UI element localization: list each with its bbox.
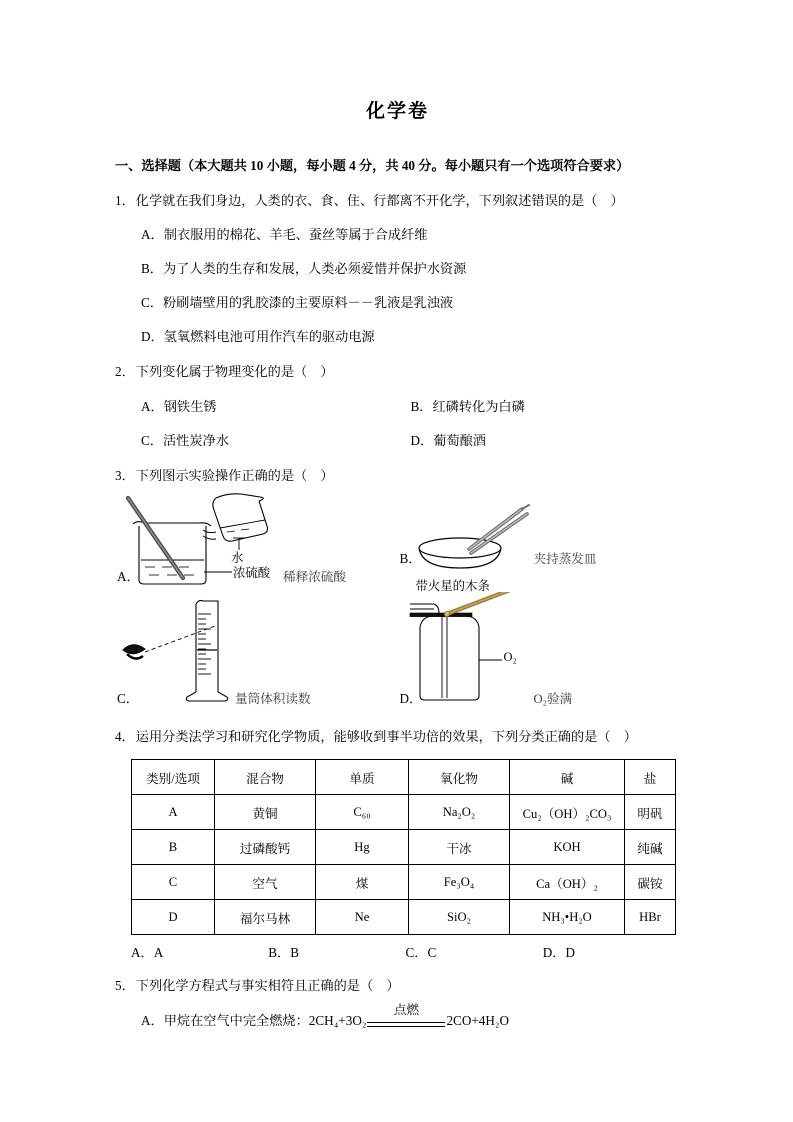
option-c-text: 活性炭净水 — [162, 432, 229, 448]
equation-right-side: 2CO+4H₂O — [446, 1013, 510, 1029]
question-4-option-a[interactable]: A．A — [131, 945, 164, 961]
option-c-label: C． — [141, 432, 163, 448]
table-cell-element: Ne — [316, 900, 409, 935]
table-cell-oxide: Fe₃O₄ — [409, 865, 510, 900]
question-2-option-b[interactable] — [411, 396, 681, 417]
figure-a-caption: 稀释浓硫酸 — [283, 569, 346, 584]
table-cell-option: D — [132, 900, 215, 935]
question-5-number: 5． — [115, 978, 135, 994]
question-3-option-a[interactable] — [115, 492, 398, 592]
figure-a-annotation-water: 水 — [231, 550, 244, 565]
figure-c-label: C． — [117, 690, 139, 706]
figure-row-2 — [115, 578, 680, 712]
table-cell-salt: 碳铵 — [625, 865, 676, 900]
table-header-element: 单质 — [316, 760, 409, 795]
table-header-mixture: 混合物 — [215, 760, 316, 795]
question-1-text: 化学就在我们身边，人类的衣、食、住、行都离不开化学，下列叙述错误的是（ — [135, 192, 598, 208]
question-3-figures — [115, 492, 680, 712]
question-4-stem — [115, 726, 680, 747]
figure-d-annotation-gas: O₂ — [503, 649, 517, 664]
option-c-text: 粉刷墙壁用的乳胶漆的主要原料－－乳液是乳浊液 — [162, 295, 454, 311]
question-2-option-c[interactable] — [141, 430, 411, 451]
question-5-close-paren: ） — [386, 978, 400, 994]
figure-a-label: A． — [117, 568, 140, 584]
question-1-option-c[interactable] — [115, 292, 680, 313]
classification-table-wrapper — [115, 759, 680, 935]
table-cell-salt: 明矾 — [625, 795, 676, 830]
table-header-base: 碱 — [510, 760, 625, 795]
question-2-stem — [115, 361, 680, 382]
question-1-number: 1． — [115, 192, 135, 208]
option-a-label: A． — [141, 398, 164, 414]
table-cell-oxide: SiO₂ — [409, 900, 510, 935]
table-cell-salt: 纯碱 — [625, 830, 676, 865]
question-5-text: 下列化学方程式与事实相符且正确的是（ — [135, 978, 374, 994]
table-cell-oxide: 干冰 — [409, 830, 510, 865]
question-4-option-d[interactable]: D．D — [542, 945, 575, 961]
question-3-close-paren: ） — [320, 467, 334, 483]
option-a-label: A． — [141, 226, 164, 242]
question-2-number: 2． — [115, 364, 135, 380]
eye-icon — [123, 645, 145, 659]
table-cell-option: B — [132, 830, 215, 865]
question-5-option-a[interactable] — [115, 1003, 680, 1031]
question-4-text: 运用分类法学习和研究化学物质，能够收到事半功倍的效果，下列分类正确的是（ — [135, 728, 611, 744]
table-header-oxide: 氧化物 — [409, 760, 510, 795]
option-b-text: 为了人类的生存和发展，人类必须爱惜并保护水资源 — [162, 261, 467, 277]
table-cell-base: Cu₂（OH）₂CO₃ — [510, 795, 625, 830]
option-d-text: 氢氧燃料电池可用作汽车的驱动电源 — [163, 329, 375, 345]
table-cell-option: A — [132, 795, 215, 830]
table-header-row — [132, 760, 676, 795]
question-4-option-c[interactable]: C．C — [405, 945, 437, 961]
table-cell-element: 煤 — [316, 865, 409, 900]
section-heading: 一、选择题（本大题共 10 小题，每小题 4 分，共 40 分。每小题只有一个选项符合要求） — [115, 158, 630, 173]
question-1-option-d[interactable] — [115, 326, 680, 347]
figure-d-annotation-splint: 带火星的木条 — [415, 578, 490, 593]
question-4-number: 4． — [115, 728, 135, 744]
question-2-close-paren: ） — [320, 364, 334, 380]
question-4-close-paren: ） — [623, 728, 637, 744]
question-3-number: 3． — [115, 467, 135, 483]
figure-d-caption: O₂验满 — [533, 691, 573, 706]
question-2-options-row-1 — [115, 396, 680, 417]
table-header-salt: 盐 — [625, 760, 676, 795]
question-2-options-row-2 — [115, 430, 680, 451]
question-3-option-d[interactable] — [398, 578, 681, 712]
reaction-condition-arrow-icon — [367, 1003, 445, 1028]
option-b-label: B． — [410, 398, 433, 414]
table-cell-option: C — [132, 865, 215, 900]
table-cell-mixture: 福尔马林 — [215, 900, 316, 935]
table-cell-mixture: 黄铜 — [215, 795, 316, 830]
question-4-answers — [115, 942, 680, 961]
question-3-stem — [115, 465, 680, 486]
table-cell-base: Ca（OH）₂ — [510, 865, 625, 900]
question-1-stem — [115, 190, 680, 211]
equation-option-label: A． — [141, 1013, 164, 1029]
figure-row-1 — [115, 492, 680, 592]
figure-d-label: D． — [399, 690, 423, 706]
question-2-option-a[interactable] — [141, 396, 411, 417]
equation-option-text: 甲烷在空气中完全燃烧： — [163, 1013, 309, 1029]
option-b-label: B． — [141, 261, 163, 277]
option-a-text: 制衣服用的棉花、羊毛、蚕丝等属于合成纤维 — [163, 226, 428, 242]
table-cell-mixture: 过磷酸钙 — [215, 830, 316, 865]
question-2-option-d[interactable] — [411, 430, 681, 451]
question-3-text: 下列图示实验操作正确的是（ — [135, 467, 308, 483]
table-cell-base: NH₃•H₂O — [510, 900, 625, 935]
option-d-label: D． — [141, 329, 164, 345]
table-cell-base: KOH — [510, 830, 625, 865]
table-row — [132, 830, 676, 865]
equation-left-side: 2CH₄+3O₂ — [308, 1013, 367, 1029]
option-b-text: 红磷转化为白磷 — [432, 398, 525, 414]
table-row — [132, 795, 676, 830]
option-a-text: 钢铁生锈 — [163, 398, 217, 414]
question-3-option-c[interactable] — [115, 592, 398, 712]
option-d-label: D． — [410, 432, 434, 448]
option-d-text: 葡萄酿酒 — [433, 432, 486, 448]
table-cell-oxide: Na₂O₂ — [409, 795, 510, 830]
figure-b-label: B． — [399, 550, 422, 566]
question-1-close-paren: ） — [610, 192, 624, 208]
figure-a-annotation-acid: 浓硫酸 — [233, 565, 271, 580]
page-content — [115, 0, 680, 1031]
page-title: 化学卷 — [365, 101, 429, 122]
question-4-option-b[interactable]: B．B — [268, 945, 300, 961]
question-1-option-b[interactable] — [115, 258, 680, 279]
figure-c-caption: 量筒体积读数 — [235, 691, 311, 706]
question-5-stem — [115, 975, 680, 996]
classification-table — [131, 759, 676, 935]
table-cell-element: Hg — [316, 830, 409, 865]
reaction-condition-label: 点燃 — [393, 1003, 420, 1018]
table-row — [132, 900, 676, 935]
table-cell-salt: HBr — [625, 900, 676, 935]
table-cell-mixture: 空气 — [215, 865, 316, 900]
question-1-option-a[interactable] — [115, 224, 680, 245]
question-2-text: 下列变化属于物理变化的是（ — [135, 364, 308, 380]
option-c-label: C． — [141, 295, 163, 311]
table-row — [132, 865, 676, 900]
table-cell-element: C₆₀ — [316, 795, 409, 830]
table-header-category: 类别/选项 — [132, 760, 215, 795]
figure-b-caption: 夹持蒸发皿 — [533, 551, 597, 566]
